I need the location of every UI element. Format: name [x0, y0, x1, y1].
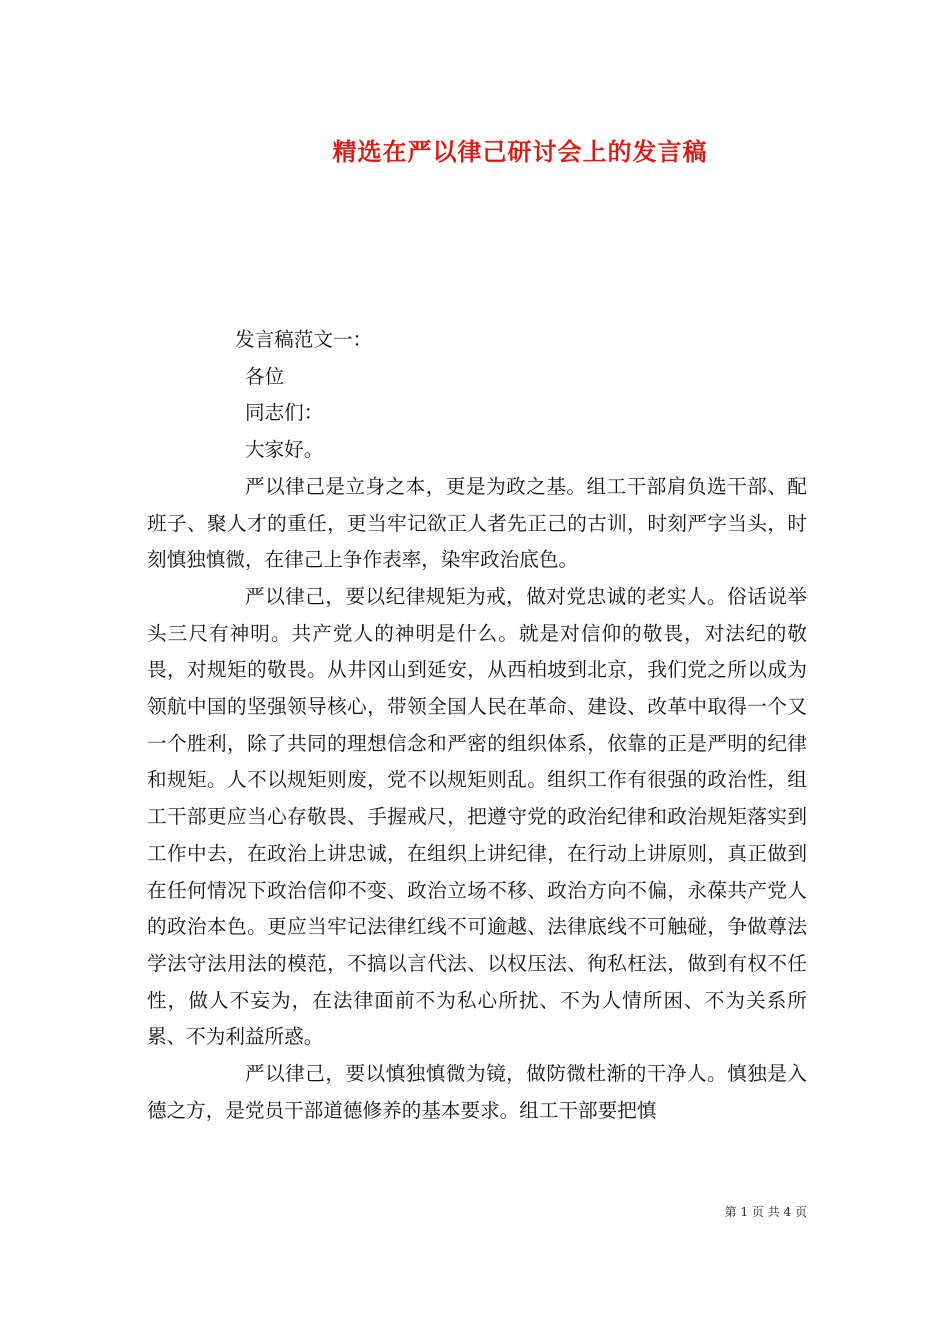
paragraph-2: 严以律己，要以纪律规矩为戒，做对党忠诚的老实人。俗话说举头三尺有神明。共产党人的神明是什么。就是对信仰的敬畏，对法纪的敬畏，对规矩的敬畏。从井冈山到延安，从西柏坡到北京，我们党之所以成为领航中国的坚强领导核心，带领全国人民在革命、建设、改革中取得一个又一个胜利，除了共同的理想信念和严密的组织体系，依靠的正是严明的纪律和规矩。人不以规矩则废，党不以规矩则乱。组织工作有很强的政治性，组工干部更应当心存敬畏、手握戒尺，把遵守党的政治纪律和政治规矩落实到工作中去，在政治上讲忠诚，在组织上讲纪律，在行动上讲原则，真正做到在任何情况下政治信仰不变、政治立场不移、政治方向不偏，永葆共产党人的政治本色。更应当牢记法律红线不可逾越、法律底线不可触碰，争做尊法学法守法用法的模范，不搞以言代法、以权压法、徇私枉法，做到有权不任性，做人不妄为，在法律面前不为私心所扰、不为人情所困、不为关系所累、不为利益所惑。	[147, 584, 807, 1049]
greeting-line: 大家好。	[245, 438, 324, 462]
paragraph-1: 严以律己是立身之本，更是为政之基。组工干部肩负选干部、配班子、聚人才的重任，更当牢记欲正人者先正己的古训，时刻严字当头，时刻慎独慎微，在律己上争作表率，染牢政治底色。	[147, 474, 807, 572]
document-title: 精选在严以律己研讨会上的发言稿	[332, 137, 708, 166]
page-indicator: 第 1 页 共 4 页	[724, 1205, 807, 1219]
salutation-line-2: 同志们：	[245, 401, 324, 425]
salutation-line-1: 各位	[245, 364, 285, 388]
intro-label: 发言稿范文一：	[235, 328, 373, 351]
paragraph-3: 严以律己，要以慎独慎微为镜，做防微杜渐的干净人。慎独是入德之方，是党员干部道德修养的基本要求。组工干部要把慎	[147, 1062, 807, 1122]
document-body	[147, 322, 807, 1129]
